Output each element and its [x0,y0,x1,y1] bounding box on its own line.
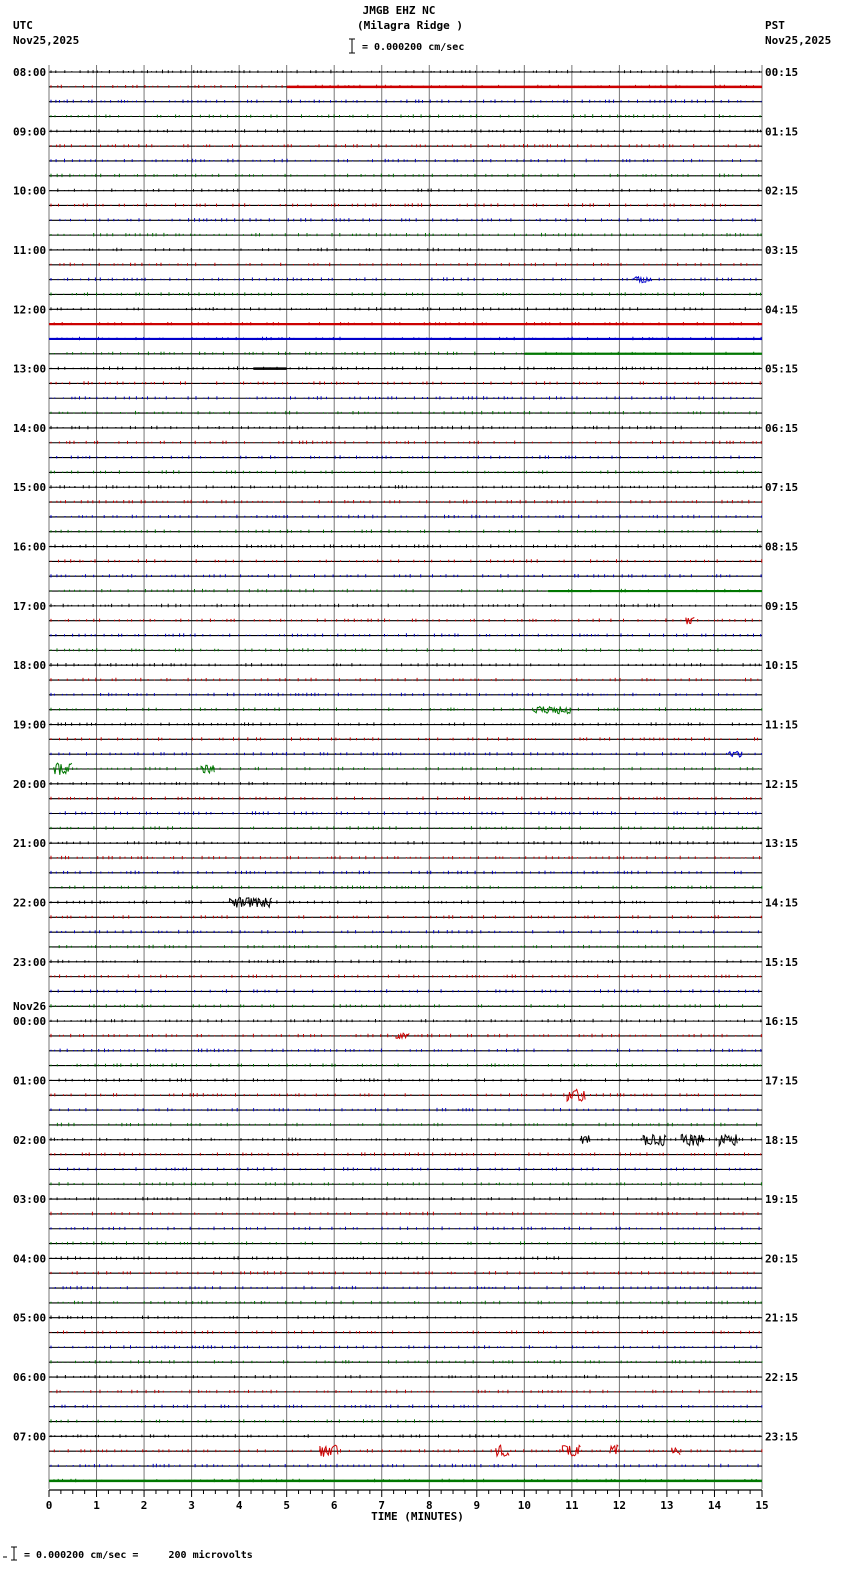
x-tick-label: 6 [330,1499,338,1512]
utc-hour-label: 11:00 [13,243,47,257]
pst-hour-label: 18:15 [765,1133,799,1147]
seismic-event [201,765,214,773]
right-timezone-label: PST [765,19,785,32]
utc-hour-label: 15:00 [13,481,47,495]
x-tick-label: 8 [425,1499,433,1512]
date-change-label: Nov26 [13,1000,47,1014]
pst-hour-label: 22:15 [765,1371,799,1385]
utc-hour-label: 05:00 [13,1311,47,1325]
station-title: JMGB EHZ NC [362,4,436,17]
location-title: (Milagra Ridge ) [357,19,463,32]
pst-hour-label: 00:15 [765,66,799,79]
utc-hour-label: 06:00 [13,1371,47,1385]
seismic-event [610,1445,618,1454]
utc-hour-label: 03:00 [13,1193,47,1207]
pst-hour-label: 16:15 [765,1015,799,1029]
utc-hour-label: 12:00 [13,303,47,317]
utc-hour-label: 10:00 [13,184,47,198]
footer-scale-bar-icon [3,1547,17,1560]
pst-hour-label: 23:15 [765,1430,799,1444]
trace-group [49,70,762,1482]
utc-hour-label: 00:00 [13,1015,47,1029]
pst-hour-label: 13:15 [765,837,799,851]
left-date-label: Nov25,2025 [13,34,80,47]
utc-hour-label: 13:00 [13,362,47,376]
utc-hour-label: 09:00 [13,125,47,139]
pst-hour-label: 12:15 [765,777,799,791]
x-axis [46,1490,769,1523]
pst-hour-label: 02:15 [765,184,799,198]
pst-hour-label: 11:15 [765,718,799,732]
utc-hour-label: 21:00 [13,837,47,851]
x-tick-label: 11 [565,1499,579,1512]
pst-hour-label: 01:15 [765,125,799,139]
x-tick-label: 10 [517,1499,531,1512]
pst-hour-label: 09:15 [765,599,799,613]
scale-label: = 0.000200 cm/sec [362,42,465,53]
pst-hour-label: 14:15 [765,896,799,910]
pst-hour-label: 10:15 [765,659,799,673]
pst-hour-label: 04:15 [765,303,799,317]
x-tick-label: 1 [93,1499,100,1512]
utc-hour-label: 16:00 [13,540,47,554]
pst-hour-label: 07:15 [765,481,799,495]
left-timezone-label: UTC [13,19,33,32]
utc-hour-label: 01:00 [13,1074,47,1088]
x-tick-label: 14 [707,1499,722,1512]
footer-scale-label: = 0.000200 cm/sec = 200 microvolts [24,1550,253,1561]
x-tick-label: 2 [140,1499,148,1512]
pst-hour-label: 08:15 [765,540,799,554]
utc-hour-label: 08:00 [13,66,47,79]
scale-bar-icon [349,39,355,53]
x-tick-label: 12 [612,1499,627,1512]
utc-hour-label: 20:00 [13,777,47,791]
pst-hour-label: 15:15 [765,955,799,969]
utc-hour-label: 02:00 [13,1133,47,1147]
pst-hour-label: 05:15 [765,362,799,376]
pst-hour-label: 21:15 [765,1311,799,1325]
seismic-event [681,1134,704,1145]
pst-hour-label: 06:15 [765,421,799,435]
seismic-event [230,898,272,908]
utc-hour-label: 19:00 [13,718,47,732]
utc-hour-label: 22:00 [13,896,47,910]
x-tick-label: 15 [755,1499,769,1512]
x-tick-label: 0 [45,1499,53,1512]
utc-hour-label: 04:00 [13,1252,47,1266]
x-tick-label: 3 [188,1499,195,1512]
utc-hour-label: 18:00 [13,659,47,673]
utc-hour-label: 07:00 [13,1430,47,1444]
utc-hour-label: 14:00 [13,421,47,435]
x-tick-label: 9 [473,1499,481,1512]
pst-hour-label: 17:15 [765,1074,799,1088]
right-date-label: Nov25,2025 [765,34,832,47]
utc-hour-label: 17:00 [13,599,47,613]
x-tick-label: 4 [235,1499,243,1512]
pst-hour-label: 20:15 [765,1252,799,1266]
utc-hour-label: 23:00 [13,955,47,969]
pst-hour-label: 03:15 [765,243,799,257]
minute-gridlines [49,65,762,1489]
x-axis-title: TIME (MINUTES) [371,1510,464,1523]
x-tick-label: 7 [378,1499,386,1512]
x-tick-label: 5 [283,1499,290,1512]
pst-hour-label: 19:15 [765,1193,799,1207]
x-tick-label: 13 [660,1499,674,1512]
